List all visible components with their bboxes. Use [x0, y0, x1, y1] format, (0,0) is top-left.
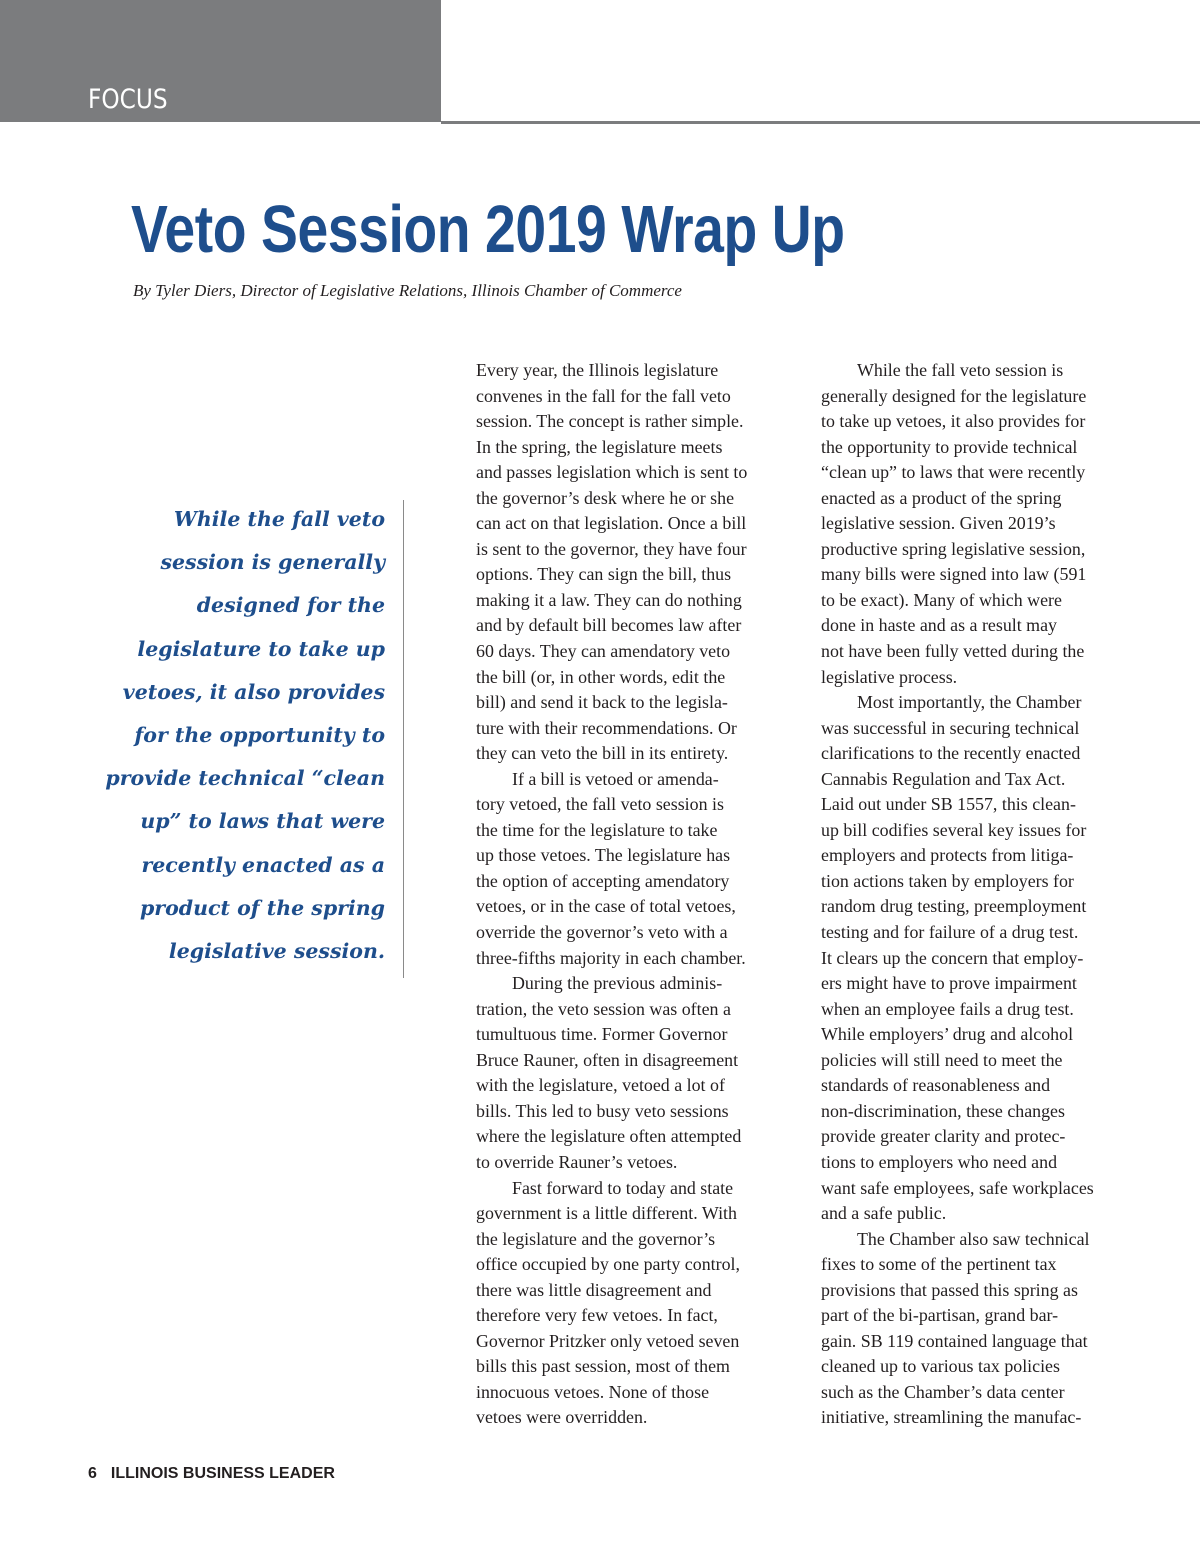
body-line: ture with their recommendations. Or — [476, 717, 737, 738]
body-line: not have been fully vetted during the — [821, 641, 1085, 662]
body-line: office occupied by one party control, — [476, 1254, 740, 1275]
body-line: “clean up” to laws that were recently — [821, 462, 1086, 483]
body-line: Laid out under SB 1557, this clean- — [821, 794, 1076, 815]
body-line: such as the Chamber’s data center — [821, 1381, 1065, 1402]
body-line: provide greater clarity and protec- — [821, 1126, 1066, 1147]
body-line: and passes legislation which is sent to — [476, 462, 748, 483]
body-line: the option of accepting amendatory — [476, 870, 730, 891]
pull-quote-line: recently enacted as a — [141, 852, 385, 877]
body-line: tions to employers who need and — [821, 1151, 1058, 1172]
body-line: ers might have to prove impairment — [821, 973, 1077, 994]
body-line: many bills were signed into law (591 — [821, 564, 1087, 585]
body-line: While the fall veto session is — [857, 360, 1064, 380]
body-line: enacted as a product of the spring — [821, 487, 1062, 508]
body-line: cleaned up to various tax policies — [821, 1356, 1060, 1377]
section-banner — [0, 0, 441, 122]
body-line: tory vetoed, the fall veto session is — [476, 794, 724, 815]
body-line: productive spring legislative session, — [821, 538, 1086, 559]
body-line: tration, the veto session was often a — [476, 998, 731, 1019]
body-line: and a safe public. — [821, 1203, 947, 1224]
body-line: three-fifths majority in each chamber. — [476, 947, 746, 968]
body-line: tumultuous time. Former Governor — [476, 1024, 728, 1045]
body-line: and by default bill becomes law after — [476, 615, 742, 636]
body-line: there was little disagreement and — [476, 1279, 712, 1300]
body-line: clarifications to the recently enacted — [821, 743, 1081, 764]
section-label: FOCUS — [88, 84, 168, 115]
body-line: Bruce Rauner, often in disagreement — [476, 1049, 739, 1070]
page-number: 6 — [88, 1465, 97, 1482]
body-line: legislative process. — [821, 666, 958, 687]
body-line: convenes in the fall for the fall veto — [476, 385, 731, 406]
body-line: fixes to some of the pertinent tax — [821, 1254, 1057, 1275]
pull-quote-line: provide technical “clean — [105, 766, 385, 791]
body-line: part of the bi-partisan, grand bar- — [821, 1305, 1059, 1326]
pull-quote-line: session is generally — [160, 550, 385, 575]
article-byline: By Tyler Diers, Director of Legislative Relations, Illinois Chamber of Commerce — [133, 281, 682, 300]
body-line: non-discrimination, these changes — [821, 1100, 1065, 1121]
body-line: It clears up the concern that employ- — [821, 947, 1084, 968]
pull-quote-line: legislature to take up — [137, 636, 385, 661]
body-line: the time for the legislature to take — [476, 819, 718, 840]
body-line: government is a little different. With — [476, 1203, 737, 1224]
body-column-1 — [476, 358, 794, 1431]
pull-quote-line: for the opportunity to — [134, 723, 385, 748]
body-line: the legislature and the governor’s — [476, 1228, 716, 1249]
body-line: bill) and send it back to the legisla- — [476, 692, 728, 713]
body-column-2 — [821, 358, 1141, 1431]
body-line: 60 days. They can amendatory veto — [476, 641, 731, 662]
body-line: standards of reasonableness and — [821, 1075, 1051, 1096]
pull-quote-line: vetoes, it also provides — [122, 679, 385, 704]
body-line: done in haste and as a result may — [821, 615, 1057, 636]
body-line: the bill (or, in other words, edit the — [476, 666, 726, 687]
body-line: to be exact). Many of which were — [821, 589, 1062, 610]
body-line: when an employee fails a drug test. — [821, 998, 1074, 1019]
body-line: they can veto the bill in its entirety. — [476, 743, 729, 764]
body-line: policies will still need to meet the — [821, 1049, 1063, 1070]
pull-quote-line: up” to laws that were — [140, 809, 385, 834]
body-line: initiative, streamlining the manufac- — [821, 1407, 1082, 1428]
pull-quote — [100, 498, 385, 973]
body-line: legislative session. Given 2019’s — [821, 513, 1056, 534]
body-line: Governor Pritzker only vetoed seven — [476, 1330, 740, 1351]
body-line: making it a law. They can do nothing — [476, 589, 742, 610]
body-line: Most importantly, the Chamber — [857, 692, 1082, 713]
body-line: vetoes, or in the case of total vetoes, — [476, 896, 736, 917]
body-line: tion actions taken by employers for — [821, 870, 1074, 891]
body-line: bills. This led to busy veto sessions — [476, 1100, 729, 1121]
body-line: up bill codifies several key issues for — [821, 819, 1087, 840]
body-line: the opportunity to provide technical — [821, 436, 1078, 457]
body-line: options. They can sign the bill, thus — [476, 564, 732, 585]
body-line: innocuous vetoes. None of those — [476, 1381, 710, 1402]
body-line: random drug testing, preemployment — [821, 896, 1087, 917]
body-line: During the previous adminis- — [512, 973, 723, 994]
publication-name: ILLINOIS BUSINESS LEADER — [110, 1465, 335, 1482]
body-line: gain. SB 119 contained language that — [821, 1330, 1088, 1351]
pull-quote-line: designed for the — [196, 593, 385, 618]
section-rule — [441, 121, 1200, 124]
body-line: is sent to the governor, they have four — [476, 538, 747, 559]
body-line: Every year, the Illinois legislature — [476, 360, 719, 380]
body-line: the governor’s desk where he or she — [476, 487, 735, 508]
body-line: where the legislature often attempted — [476, 1126, 742, 1147]
body-line: Cannabis Regulation and Tax Act. — [821, 768, 1066, 789]
body-line: to override Rauner’s vetoes. — [476, 1151, 678, 1172]
body-line: with the legislature, vetoed a lot of — [476, 1075, 725, 1096]
pull-quote-rule — [403, 500, 404, 978]
body-line: was successful in securing technical — [821, 717, 1080, 738]
body-line: Fast forward to today and state — [512, 1177, 734, 1198]
body-line: In the spring, the legislature meets — [476, 436, 723, 457]
body-line: testing and for failure of a drug test. — [821, 922, 1079, 943]
body-line: employers and protects from litiga- — [821, 845, 1074, 866]
body-line: While employers’ drug and alcohol — [821, 1024, 1074, 1045]
pull-quote-line: While the fall veto — [173, 507, 385, 531]
body-line: generally designed for the legislature — [821, 385, 1087, 406]
body-line: want safe employees, safe workplaces — [821, 1177, 1094, 1198]
body-line: can act on that legislation. Once a bill — [476, 513, 747, 534]
article-title: Veto Session 2019 Wrap Up — [131, 192, 845, 267]
body-line: bills this past session, most of them — [476, 1356, 730, 1377]
body-line: session. The concept is rather simple. — [476, 411, 744, 432]
pull-quote-line: product of the spring — [139, 895, 385, 920]
body-line: If a bill is vetoed or amenda- — [512, 768, 719, 789]
body-line: override the governor’s veto with a — [476, 922, 728, 943]
body-line: therefore very few vetoes. In fact, — [476, 1305, 718, 1326]
body-line: provisions that passed this spring as — [821, 1279, 1078, 1300]
body-line: The Chamber also saw technical — [857, 1228, 1090, 1249]
body-line: vetoes were overridden. — [476, 1407, 648, 1428]
page-footer — [88, 1465, 335, 1483]
body-line: up those vetoes. The legislature has — [476, 845, 731, 866]
pull-quote-line: legislative session. — [168, 939, 385, 964]
body-line: to take up vetoes, it also provides for — [821, 411, 1086, 432]
